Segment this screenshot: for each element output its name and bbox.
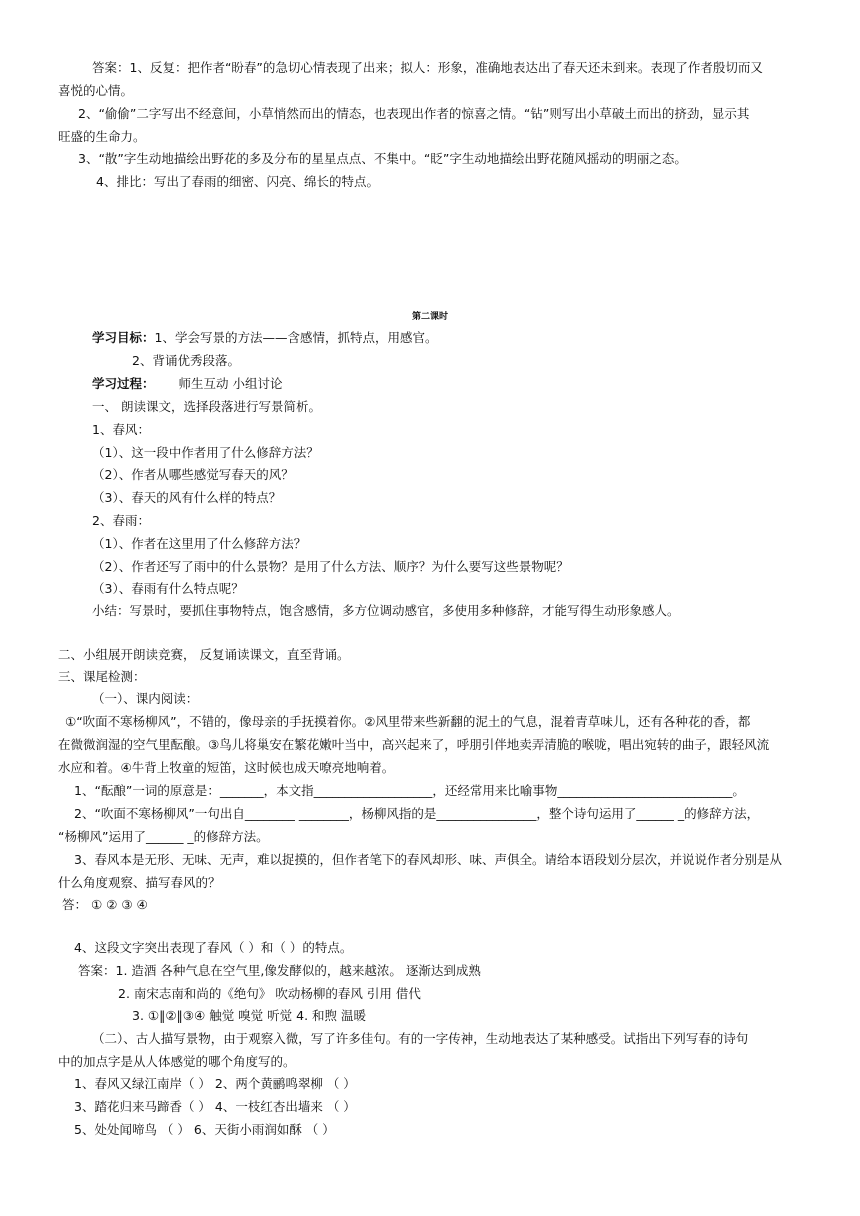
answer-1-line-2: 喜悦的心情。 bbox=[58, 83, 134, 98]
step-3: 三、课尾检测： bbox=[58, 669, 146, 684]
question-4: 4、这段文字突出表现了春风（ ）和（ ）的特点。 bbox=[74, 940, 353, 955]
learning-process-text: 师生互动 小组讨论 bbox=[178, 376, 283, 391]
answer-2-line-1: 2、“偷偷”二字写出不经意间，小草悄然而出的情态，也表现出作者的惊喜之情。“钻”则写出小草破土而出的挤劲，显示其 bbox=[78, 106, 750, 121]
wind-question-3: （3）、春天的风有什么样的特点？ bbox=[92, 490, 282, 505]
question-2-line-2: “杨柳风”运用了______ _的修辞方法。 bbox=[58, 829, 269, 844]
key-answer-2: 2. 南宋志南和尚的《绝句》 吹动杨柳的春风 引用 借代 bbox=[118, 986, 421, 1001]
question-2-line-1: 2、“吹面不寒杨柳风”一句出自________ ________，杨柳风指的是________________，整个诗句运用了______ _的修辞方法， bbox=[74, 806, 760, 821]
learning-process bbox=[92, 373, 283, 396]
key-answer-1: 答案：1. 造酒 各种气息在空气里,像发酵似的，越来越浓。 逐渐达到成熟 bbox=[78, 963, 481, 978]
poem-line-3: 5、处处闻啼鸟 （ ） 6、天街小雨润如酥 （ ） bbox=[74, 1122, 335, 1137]
learning-goal-label: 学习目标： bbox=[92, 330, 155, 345]
poem-line-1: 1、春风又绿江南岸（ ） 2、两个黄鹂鸣翠柳 （ ） bbox=[74, 1076, 356, 1091]
summary: 小结：写景时，要抓住事物特点，饱含感情，多方位调动感官，多使用多种修辞，才能写得生动形象感人。 bbox=[92, 603, 680, 618]
spring-wind-heading: 1、春风： bbox=[92, 422, 150, 437]
part-2-line-2: 中的加点字是从人体感觉的哪个角度写的。 bbox=[58, 1054, 296, 1069]
passage-line-2: 在微微润湿的空气里酝酿。③鸟儿将巢安在繁花嫩叶当中，高兴起来了，呼朋引伴地卖弄清脆的喉咙，唱出宛转的曲子，跟轻风流 bbox=[58, 737, 770, 752]
answer-1-line-1: 答案：1、反复：把作者“盼春”的急切心情表现了出来；拟人：形象，准确地表达出了春天还未到来。表现了作者殷切而又 bbox=[92, 60, 763, 75]
rain-question-3: （3）、春雨有什么特点呢？ bbox=[92, 581, 244, 596]
wind-question-1: （1）、这一段中作者用了什么修辞方法？ bbox=[92, 445, 319, 460]
answer-4: 4、排比：写出了春雨的细密、闪亮、绵长的特点。 bbox=[96, 174, 379, 189]
passage-line-3: 水应和着。④牛背上牧童的短笛，这时候也成天嘹亮地响着。 bbox=[58, 760, 395, 775]
reading-heading: （一）、课内阅读： bbox=[92, 691, 199, 706]
poem-line-2: 3、踏花归来马蹄香（ ） 4、一枝红杏出墙来 （ ） bbox=[74, 1099, 356, 1114]
rain-question-1: （1）、作者在这里用了什么修辞方法？ bbox=[92, 536, 307, 551]
step-2: 二、小组展开朗读竞赛， 反复诵读课文，直至背诵。 bbox=[58, 647, 350, 662]
question-3-answer: 答： ① ② ③ ④ bbox=[62, 897, 148, 912]
learning-goal-text: 1、学会写景的方法——含感情，抓特点，用感官。 bbox=[154, 330, 438, 345]
step-1: 一、 朗读课文，选择段落进行写景简析。 bbox=[92, 399, 321, 414]
learning-goal-2: 2、背诵优秀段落。 bbox=[132, 353, 240, 368]
answer-2-line-2: 旺盛的生命力。 bbox=[58, 129, 146, 144]
learning-process-label: 学习过程： bbox=[92, 376, 155, 391]
question-1: 1、“酝酿”一词的原意是：_______，本文指___________________，还经常用来比喻事物____________________________。 bbox=[74, 783, 745, 798]
spring-rain-heading: 2、春雨： bbox=[92, 513, 150, 528]
part-2-line-1: （二）、古人描写景物，由于观察入微，写了许多佳句。有的一字传神，生动地表达了某种感受。试指出下列写春的诗句 bbox=[92, 1031, 749, 1046]
question-3-line-2: 什么角度观察、描写春风的？ bbox=[58, 875, 221, 890]
question-3-line-1: 3、春风本是无形、无味、无声，难以捉摸的，但作者笔下的春风却形、味、声俱全。请给本语段划分层次，并说说作者分别是从 bbox=[74, 852, 782, 867]
lesson-title: 第二课时 bbox=[411, 312, 448, 322]
wind-question-2: （2）、作者从哪些感觉写春天的风？ bbox=[92, 467, 294, 482]
answer-3: 3、“散”字生动地描绘出野花的多及分布的星星点点、不集中。“眨”字生动地描绘出野花随风摇动的明丽之态。 bbox=[78, 151, 687, 166]
passage-line-1: ①“吹面不寒杨柳风”，不错的，像母亲的手抚摸着你。②风里带来些新翻的泥土的气息，混着青草味儿，还有各种花的香，都 bbox=[65, 714, 751, 729]
key-answer-3: 3. ①‖②‖③④ 触觉 嗅觉 听觉 4. 和煦 温暖 bbox=[132, 1008, 366, 1023]
rain-question-2: （2）、作者还写了雨中的什么景物？是用了什么方法、顺序？为什么要写这些景物呢？ bbox=[92, 559, 569, 574]
learning-goal-1 bbox=[92, 327, 437, 350]
